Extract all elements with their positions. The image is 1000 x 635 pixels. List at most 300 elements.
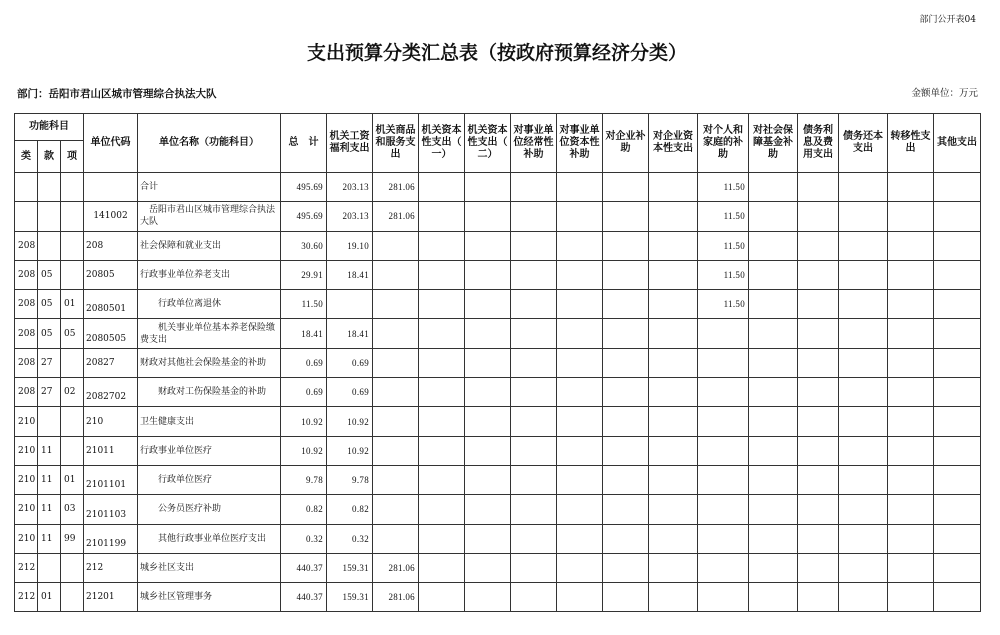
col-header-capital-2: 机关资本性支出（二） bbox=[465, 114, 511, 173]
cell-amount-enterprise-capital bbox=[649, 495, 698, 524]
cell-amount-debt-principal bbox=[839, 378, 888, 407]
cell-unit-code: 210 bbox=[84, 407, 138, 436]
cell-amount-individual-family-subsidy: 11.50 bbox=[698, 202, 749, 231]
cell-amount-individual-family-subsidy bbox=[698, 378, 749, 407]
cell-kuan: 05 bbox=[38, 290, 61, 319]
cell-amount-capital-2 bbox=[465, 553, 511, 582]
col-header-enterprise-capital: 对企业资本性支出 bbox=[649, 114, 698, 173]
cell-amount-enterprise-subsidy bbox=[603, 260, 649, 289]
cell-unit-code: 2082702 bbox=[84, 378, 138, 407]
cell-amount-individual-family-subsidy bbox=[698, 436, 749, 465]
cell-lei: 212 bbox=[15, 583, 38, 612]
cell-amount-institution-capital-subsidy bbox=[557, 436, 603, 465]
cell-amount-institution-regular-subsidy bbox=[511, 436, 557, 465]
cell-amount-salary-welfare: 10.92 bbox=[327, 436, 373, 465]
cell-amount-other bbox=[934, 319, 981, 348]
col-header-other: 其他支出 bbox=[934, 114, 981, 173]
cell-amount-social-security-fund-subsidy bbox=[749, 378, 798, 407]
cell-amount-debt-interest bbox=[798, 202, 839, 231]
cell-unit-code: 2101101 bbox=[84, 465, 138, 494]
cell-amount-debt-principal bbox=[839, 319, 888, 348]
cell-unit-code: 141002 bbox=[84, 202, 138, 231]
cell-amount-salary-welfare: 0.69 bbox=[327, 348, 373, 377]
col-header-debt-interest: 债务利息及费用支出 bbox=[798, 114, 839, 173]
cell-amount-enterprise-subsidy bbox=[603, 319, 649, 348]
cell-amount-individual-family-subsidy bbox=[698, 348, 749, 377]
cell-amount-individual-family-subsidy bbox=[698, 407, 749, 436]
cell-amount-other bbox=[934, 407, 981, 436]
col-header-transfer: 转移性支出 bbox=[888, 114, 934, 173]
cell-amount-enterprise-subsidy bbox=[603, 348, 649, 377]
cell-amount-capital-2 bbox=[465, 378, 511, 407]
cell-amount-salary-welfare: 203.13 bbox=[327, 202, 373, 231]
cell-amount-transfer bbox=[888, 231, 934, 260]
cell-amount-capital-1 bbox=[419, 495, 465, 524]
cell-amount-salary-welfare: 18.41 bbox=[327, 319, 373, 348]
cell-amount-capital-1 bbox=[419, 378, 465, 407]
cell-amount-total: 11.50 bbox=[281, 290, 327, 319]
cell-amount-debt-principal bbox=[839, 173, 888, 202]
cell-amount-debt-principal bbox=[839, 231, 888, 260]
cell-amount-enterprise-capital bbox=[649, 436, 698, 465]
table-row bbox=[15, 553, 981, 582]
cell-amount-salary-welfare bbox=[327, 290, 373, 319]
cell-amount-institution-regular-subsidy bbox=[511, 553, 557, 582]
cell-xiang: 05 bbox=[61, 319, 84, 348]
cell-amount-capital-2 bbox=[465, 583, 511, 612]
cell-amount-social-security-fund-subsidy bbox=[749, 231, 798, 260]
cell-lei bbox=[15, 173, 38, 202]
cell-amount-capital-1 bbox=[419, 553, 465, 582]
cell-unit-name: 卫生健康支出 bbox=[138, 407, 281, 436]
cell-amount-goods-services: 281.06 bbox=[373, 173, 419, 202]
cell-amount-enterprise-subsidy bbox=[603, 465, 649, 494]
cell-amount-transfer bbox=[888, 436, 934, 465]
cell-amount-other bbox=[934, 436, 981, 465]
cell-amount-social-security-fund-subsidy bbox=[749, 348, 798, 377]
cell-amount-enterprise-capital bbox=[649, 583, 698, 612]
cell-amount-institution-capital-subsidy bbox=[557, 553, 603, 582]
cell-xiang: 01 bbox=[61, 290, 84, 319]
cell-amount-individual-family-subsidy: 11.50 bbox=[698, 290, 749, 319]
table-body bbox=[15, 173, 981, 612]
cell-amount-debt-interest bbox=[798, 290, 839, 319]
cell-amount-salary-welfare: 10.92 bbox=[327, 407, 373, 436]
cell-amount-transfer bbox=[888, 495, 934, 524]
cell-amount-debt-principal bbox=[839, 290, 888, 319]
cell-amount-capital-1 bbox=[419, 231, 465, 260]
cell-amount-enterprise-subsidy bbox=[603, 202, 649, 231]
col-header-goods-services: 机关商品和服务支出 bbox=[373, 114, 419, 173]
cell-amount-other bbox=[934, 553, 981, 582]
col-group-function-subject: 功能科目 bbox=[15, 114, 84, 141]
cell-amount-institution-regular-subsidy bbox=[511, 407, 557, 436]
cell-amount-debt-interest bbox=[798, 495, 839, 524]
cell-lei: 212 bbox=[15, 553, 38, 582]
col-header-unit-name: 单位名称（功能科目） bbox=[138, 114, 281, 173]
cell-kuan: 11 bbox=[38, 524, 61, 553]
cell-amount-capital-2 bbox=[465, 202, 511, 231]
cell-amount-individual-family-subsidy bbox=[698, 524, 749, 553]
cell-amount-capital-1 bbox=[419, 202, 465, 231]
cell-amount-salary-welfare: 0.69 bbox=[327, 378, 373, 407]
cell-amount-individual-family-subsidy bbox=[698, 319, 749, 348]
page-title: 支出预算分类汇总表（按政府预算经济分类） bbox=[306, 42, 687, 64]
cell-unit-name: 其他行政事业单位医疗支出 bbox=[138, 524, 281, 553]
cell-unit-code: 21011 bbox=[84, 436, 138, 465]
cell-unit-name: 城乡社区支出 bbox=[138, 553, 281, 582]
cell-amount-transfer bbox=[888, 319, 934, 348]
cell-unit-name: 岳阳市君山区城市管理综合执法大队 bbox=[138, 202, 281, 231]
cell-amount-other bbox=[934, 231, 981, 260]
cell-amount-transfer bbox=[888, 378, 934, 407]
cell-amount-other bbox=[934, 495, 981, 524]
cell-amount-enterprise-capital bbox=[649, 378, 698, 407]
cell-kuan: 01 bbox=[38, 583, 61, 612]
cell-unit-name: 财政对工伤保险基金的补助 bbox=[138, 378, 281, 407]
cell-amount-capital-1 bbox=[419, 348, 465, 377]
cell-amount-enterprise-subsidy bbox=[603, 524, 649, 553]
cell-amount-total: 29.91 bbox=[281, 260, 327, 289]
cell-lei: 208 bbox=[15, 290, 38, 319]
col-header-salary-welfare: 机关工资福利支出 bbox=[327, 114, 373, 173]
cell-amount-enterprise-capital bbox=[649, 319, 698, 348]
cell-lei bbox=[15, 202, 38, 231]
cell-lei: 210 bbox=[15, 524, 38, 553]
cell-amount-debt-interest bbox=[798, 260, 839, 289]
cell-amount-goods-services bbox=[373, 378, 419, 407]
cell-amount-transfer bbox=[888, 290, 934, 319]
col-header-kuan: 款 bbox=[38, 141, 61, 173]
cell-lei: 210 bbox=[15, 407, 38, 436]
cell-lei: 208 bbox=[15, 319, 38, 348]
cell-amount-social-security-fund-subsidy bbox=[749, 583, 798, 612]
cell-amount-goods-services bbox=[373, 465, 419, 494]
cell-amount-institution-capital-subsidy bbox=[557, 202, 603, 231]
cell-lei: 210 bbox=[15, 495, 38, 524]
cell-amount-institution-capital-subsidy bbox=[557, 231, 603, 260]
cell-amount-transfer bbox=[888, 260, 934, 289]
cell-xiang bbox=[61, 348, 84, 377]
cell-amount-debt-principal bbox=[839, 553, 888, 582]
cell-kuan bbox=[38, 173, 61, 202]
cell-unit-name: 行政事业单位养老支出 bbox=[138, 260, 281, 289]
budget-table bbox=[14, 113, 981, 612]
cell-unit-code: 2101199 bbox=[84, 524, 138, 553]
cell-unit-code: 208 bbox=[84, 231, 138, 260]
cell-amount-capital-1 bbox=[419, 260, 465, 289]
cell-unit-code: 20827 bbox=[84, 348, 138, 377]
cell-amount-capital-1 bbox=[419, 524, 465, 553]
cell-amount-enterprise-capital bbox=[649, 290, 698, 319]
cell-amount-institution-regular-subsidy bbox=[511, 260, 557, 289]
cell-amount-institution-regular-subsidy bbox=[511, 495, 557, 524]
cell-amount-salary-welfare: 0.82 bbox=[327, 495, 373, 524]
cell-lei: 208 bbox=[15, 231, 38, 260]
cell-amount-transfer bbox=[888, 465, 934, 494]
cell-amount-capital-2 bbox=[465, 319, 511, 348]
cell-amount-social-security-fund-subsidy bbox=[749, 202, 798, 231]
cell-xiang bbox=[61, 173, 84, 202]
cell-amount-debt-principal bbox=[839, 260, 888, 289]
cell-xiang: 01 bbox=[61, 465, 84, 494]
cell-amount-total: 10.92 bbox=[281, 436, 327, 465]
cell-amount-transfer bbox=[888, 524, 934, 553]
cell-amount-capital-2 bbox=[465, 260, 511, 289]
cell-amount-capital-2 bbox=[465, 231, 511, 260]
cell-amount-debt-principal bbox=[839, 407, 888, 436]
cell-amount-enterprise-subsidy bbox=[603, 436, 649, 465]
cell-amount-enterprise-capital bbox=[649, 553, 698, 582]
cell-amount-enterprise-subsidy bbox=[603, 553, 649, 582]
cell-xiang: 99 bbox=[61, 524, 84, 553]
cell-amount-institution-capital-subsidy bbox=[557, 290, 603, 319]
table-row bbox=[15, 495, 981, 524]
cell-unit-code: 21201 bbox=[84, 583, 138, 612]
cell-amount-enterprise-subsidy bbox=[603, 407, 649, 436]
cell-amount-capital-1 bbox=[419, 436, 465, 465]
cell-unit-code: 212 bbox=[84, 553, 138, 582]
cell-amount-social-security-fund-subsidy bbox=[749, 524, 798, 553]
cell-amount-debt-principal bbox=[839, 583, 888, 612]
cell-amount-goods-services bbox=[373, 407, 419, 436]
cell-amount-total: 18.41 bbox=[281, 319, 327, 348]
cell-amount-other bbox=[934, 378, 981, 407]
cell-amount-social-security-fund-subsidy bbox=[749, 553, 798, 582]
cell-amount-institution-regular-subsidy bbox=[511, 319, 557, 348]
cell-amount-goods-services bbox=[373, 436, 419, 465]
cell-amount-social-security-fund-subsidy bbox=[749, 290, 798, 319]
col-header-debt-principal: 债务还本支出 bbox=[839, 114, 888, 173]
cell-amount-institution-capital-subsidy bbox=[557, 378, 603, 407]
cell-xiang bbox=[61, 553, 84, 582]
cell-unit-code: 2080505 bbox=[84, 319, 138, 348]
cell-amount-enterprise-capital bbox=[649, 407, 698, 436]
cell-amount-enterprise-subsidy bbox=[603, 173, 649, 202]
amount-unit-label: 金额单位：万元 bbox=[911, 88, 978, 99]
cell-xiang bbox=[61, 407, 84, 436]
cell-xiang bbox=[61, 231, 84, 260]
cell-xiang bbox=[61, 436, 84, 465]
cell-amount-debt-interest bbox=[798, 436, 839, 465]
cell-amount-enterprise-subsidy bbox=[603, 495, 649, 524]
cell-amount-enterprise-subsidy bbox=[603, 231, 649, 260]
table-row bbox=[15, 524, 981, 553]
cell-amount-total: 440.37 bbox=[281, 553, 327, 582]
cell-amount-debt-interest bbox=[798, 319, 839, 348]
cell-amount-institution-capital-subsidy bbox=[557, 524, 603, 553]
cell-kuan bbox=[38, 553, 61, 582]
cell-amount-debt-principal bbox=[839, 495, 888, 524]
cell-unit-code: 2080501 bbox=[84, 290, 138, 319]
cell-amount-institution-capital-subsidy bbox=[557, 319, 603, 348]
department-label: 部门：岳阳市君山区城市管理综合执法大队 bbox=[17, 88, 217, 100]
cell-kuan: 27 bbox=[38, 348, 61, 377]
header-row-1 bbox=[15, 114, 981, 141]
cell-amount-capital-2 bbox=[465, 407, 511, 436]
cell-amount-individual-family-subsidy bbox=[698, 553, 749, 582]
cell-amount-capital-2 bbox=[465, 495, 511, 524]
cell-kuan: 11 bbox=[38, 495, 61, 524]
cell-kuan: 11 bbox=[38, 436, 61, 465]
cell-amount-enterprise-capital bbox=[649, 260, 698, 289]
cell-amount-goods-services: 281.06 bbox=[373, 202, 419, 231]
cell-amount-enterprise-capital bbox=[649, 465, 698, 494]
table-row bbox=[15, 407, 981, 436]
cell-amount-enterprise-subsidy bbox=[603, 290, 649, 319]
cell-amount-enterprise-capital bbox=[649, 231, 698, 260]
cell-amount-capital-1 bbox=[419, 290, 465, 319]
cell-xiang: 02 bbox=[61, 378, 84, 407]
cell-amount-institution-capital-subsidy bbox=[557, 348, 603, 377]
col-header-capital-1: 机关资本性支出（一） bbox=[419, 114, 465, 173]
cell-amount-institution-capital-subsidy bbox=[557, 173, 603, 202]
col-header-xiang: 项 bbox=[61, 141, 84, 173]
cell-xiang bbox=[61, 260, 84, 289]
cell-amount-salary-welfare: 203.13 bbox=[327, 173, 373, 202]
cell-amount-transfer bbox=[888, 553, 934, 582]
cell-amount-other bbox=[934, 583, 981, 612]
cell-lei: 210 bbox=[15, 436, 38, 465]
cell-amount-debt-interest bbox=[798, 553, 839, 582]
cell-amount-capital-2 bbox=[465, 436, 511, 465]
cell-amount-salary-welfare: 159.31 bbox=[327, 583, 373, 612]
cell-amount-capital-1 bbox=[419, 407, 465, 436]
cell-unit-name: 城乡社区管理事务 bbox=[138, 583, 281, 612]
cell-amount-institution-capital-subsidy bbox=[557, 465, 603, 494]
cell-amount-enterprise-capital bbox=[649, 348, 698, 377]
cell-amount-salary-welfare: 0.32 bbox=[327, 524, 373, 553]
cell-amount-social-security-fund-subsidy bbox=[749, 319, 798, 348]
cell-amount-institution-capital-subsidy bbox=[557, 260, 603, 289]
table-row bbox=[15, 231, 981, 260]
cell-amount-enterprise-capital bbox=[649, 524, 698, 553]
cell-xiang: 03 bbox=[61, 495, 84, 524]
cell-amount-debt-principal bbox=[839, 465, 888, 494]
cell-amount-institution-capital-subsidy bbox=[557, 495, 603, 524]
cell-amount-enterprise-subsidy bbox=[603, 378, 649, 407]
cell-lei: 208 bbox=[15, 348, 38, 377]
cell-amount-goods-services bbox=[373, 260, 419, 289]
cell-amount-salary-welfare: 9.78 bbox=[327, 465, 373, 494]
cell-amount-social-security-fund-subsidy bbox=[749, 495, 798, 524]
cell-amount-salary-welfare: 18.41 bbox=[327, 260, 373, 289]
cell-kuan: 05 bbox=[38, 319, 61, 348]
cell-amount-total: 9.78 bbox=[281, 465, 327, 494]
cell-unit-name: 公务员医疗补助 bbox=[138, 495, 281, 524]
cell-unit-code: 20805 bbox=[84, 260, 138, 289]
cell-unit-name: 行政单位离退休 bbox=[138, 290, 281, 319]
cell-unit-code bbox=[84, 173, 138, 202]
table-header bbox=[15, 114, 981, 173]
cell-amount-institution-regular-subsidy bbox=[511, 173, 557, 202]
table-row bbox=[15, 173, 981, 202]
cell-amount-institution-regular-subsidy bbox=[511, 231, 557, 260]
cell-amount-other bbox=[934, 260, 981, 289]
cell-amount-total: 0.32 bbox=[281, 524, 327, 553]
cell-lei: 208 bbox=[15, 378, 38, 407]
table-row bbox=[15, 319, 981, 348]
cell-amount-total: 0.69 bbox=[281, 378, 327, 407]
cell-xiang bbox=[61, 202, 84, 231]
cell-amount-capital-2 bbox=[465, 465, 511, 494]
table-row bbox=[15, 465, 981, 494]
cell-amount-goods-services bbox=[373, 231, 419, 260]
cell-amount-other bbox=[934, 202, 981, 231]
cell-amount-debt-principal bbox=[839, 436, 888, 465]
cell-amount-goods-services bbox=[373, 290, 419, 319]
cell-amount-debt-interest bbox=[798, 407, 839, 436]
table-row bbox=[15, 583, 981, 612]
cell-amount-capital-1 bbox=[419, 465, 465, 494]
cell-amount-goods-services: 281.06 bbox=[373, 583, 419, 612]
cell-unit-code: 2101103 bbox=[84, 495, 138, 524]
cell-amount-enterprise-capital bbox=[649, 202, 698, 231]
cell-amount-other bbox=[934, 524, 981, 553]
cell-amount-transfer bbox=[888, 348, 934, 377]
cell-kuan bbox=[38, 231, 61, 260]
cell-amount-transfer bbox=[888, 407, 934, 436]
cell-amount-total: 0.69 bbox=[281, 348, 327, 377]
cell-unit-name: 机关事业单位基本养老保险缴费支出 bbox=[138, 319, 281, 348]
cell-amount-institution-regular-subsidy bbox=[511, 524, 557, 553]
cell-amount-total: 495.69 bbox=[281, 173, 327, 202]
cell-lei: 208 bbox=[15, 260, 38, 289]
cell-amount-goods-services bbox=[373, 495, 419, 524]
cell-amount-debt-interest bbox=[798, 348, 839, 377]
cell-amount-individual-family-subsidy: 11.50 bbox=[698, 231, 749, 260]
cell-kuan bbox=[38, 202, 61, 231]
cell-amount-enterprise-capital bbox=[649, 173, 698, 202]
table-row bbox=[15, 378, 981, 407]
cell-amount-individual-family-subsidy bbox=[698, 465, 749, 494]
cell-amount-debt-principal bbox=[839, 524, 888, 553]
col-header-institution-regular-subsidy: 对事业单位经常性补助 bbox=[511, 114, 557, 173]
cell-amount-total: 10.92 bbox=[281, 407, 327, 436]
cell-amount-debt-interest bbox=[798, 378, 839, 407]
cell-amount-social-security-fund-subsidy bbox=[749, 465, 798, 494]
cell-amount-institution-regular-subsidy bbox=[511, 378, 557, 407]
cell-amount-debt-interest bbox=[798, 465, 839, 494]
cell-amount-capital-2 bbox=[465, 524, 511, 553]
cell-unit-name: 行政单位医疗 bbox=[138, 465, 281, 494]
cell-amount-social-security-fund-subsidy bbox=[749, 407, 798, 436]
cell-amount-debt-interest bbox=[798, 583, 839, 612]
cell-amount-social-security-fund-subsidy bbox=[749, 436, 798, 465]
cell-unit-name: 行政事业单位医疗 bbox=[138, 436, 281, 465]
cell-amount-social-security-fund-subsidy bbox=[749, 260, 798, 289]
cell-amount-transfer bbox=[888, 173, 934, 202]
cell-amount-goods-services bbox=[373, 524, 419, 553]
cell-amount-transfer bbox=[888, 583, 934, 612]
col-header-unit-code: 单位代码 bbox=[84, 114, 138, 173]
table-row bbox=[15, 290, 981, 319]
cell-amount-salary-welfare: 19.10 bbox=[327, 231, 373, 260]
cell-unit-name: 财政对其他社会保险基金的补助 bbox=[138, 348, 281, 377]
col-header-social-security-fund-subsidy: 对社会保障基金补助 bbox=[749, 114, 798, 173]
cell-amount-capital-2 bbox=[465, 173, 511, 202]
col-header-individual-family-subsidy: 对个人和家庭的补助 bbox=[698, 114, 749, 173]
cell-amount-other bbox=[934, 465, 981, 494]
cell-amount-total: 30.60 bbox=[281, 231, 327, 260]
cell-amount-enterprise-subsidy bbox=[603, 583, 649, 612]
cell-amount-institution-regular-subsidy bbox=[511, 465, 557, 494]
cell-amount-individual-family-subsidy bbox=[698, 583, 749, 612]
cell-amount-capital-2 bbox=[465, 348, 511, 377]
cell-amount-total: 495.69 bbox=[281, 202, 327, 231]
cell-amount-debt-interest bbox=[798, 231, 839, 260]
col-header-total: 总 计 bbox=[281, 114, 327, 173]
